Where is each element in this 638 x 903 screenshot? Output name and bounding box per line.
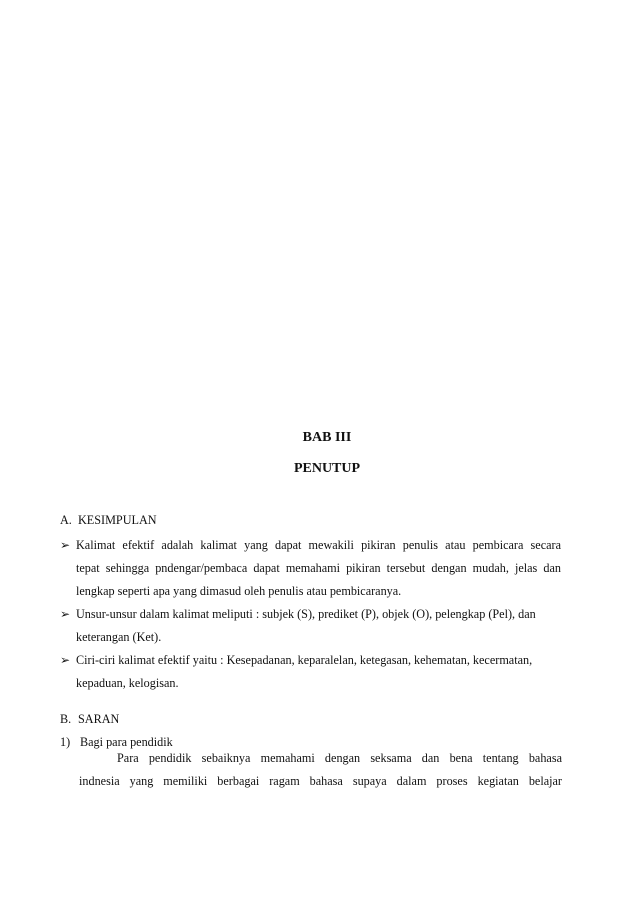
saran-item-title: Bagi para pendidik: [80, 735, 173, 749]
saran-item-line-1: Para pendidik sebaiknya memahami dengan seksama dan bena tentang bahasa: [117, 751, 562, 765]
bullet-1-line-3: lengkap seperti apa yang dimasud oleh penulis atau pembicaranya.: [76, 584, 402, 598]
bullet-1-line-2: tepat sehingga pndengar/pembaca dapat memahami pikiran tersebut dengan mudah, jelas dan: [76, 561, 561, 575]
saran-item-number: 1): [60, 735, 71, 749]
bullet-arrow-icon: ➢: [60, 653, 71, 667]
bullet-2-line-1: Unsur-unsur dalam kalimat meliputi : subjek (S), prediket (P), objek (O), pelengkap (Pel), dan: [76, 607, 536, 621]
bullet-3-line-2: kepaduan, kelogisan.: [76, 676, 179, 690]
bullet-1-line-1: Kalimat efektif adalah kalimat yang dapat mewakili pikiran penulis atau pembicara secara: [76, 538, 561, 552]
section-a-heading: KESIMPULAN: [78, 513, 157, 527]
section-b-heading: SARAN: [78, 712, 120, 726]
saran-item-line-2: indnesia yang memiliki berbagai ragam bahasa supaya dalam proses kegiatan belajar: [79, 774, 562, 788]
bullet-2-line-2: keterangan (Ket).: [76, 630, 162, 644]
section-b-label: B.: [60, 712, 72, 726]
chapter-title: PENUTUP: [293, 461, 361, 476]
bullet-3-line-1: Ciri-ciri kalimat efektif yaitu : Kesepadanan, keparalelan, ketegasan, kehematan, kecermatan,: [76, 653, 533, 667]
chapter-number: BAB III: [302, 430, 352, 445]
bullet-arrow-icon: ➢: [60, 607, 71, 621]
bullet-arrow-icon: ➢: [60, 538, 71, 552]
section-a-label: A.: [60, 513, 72, 527]
